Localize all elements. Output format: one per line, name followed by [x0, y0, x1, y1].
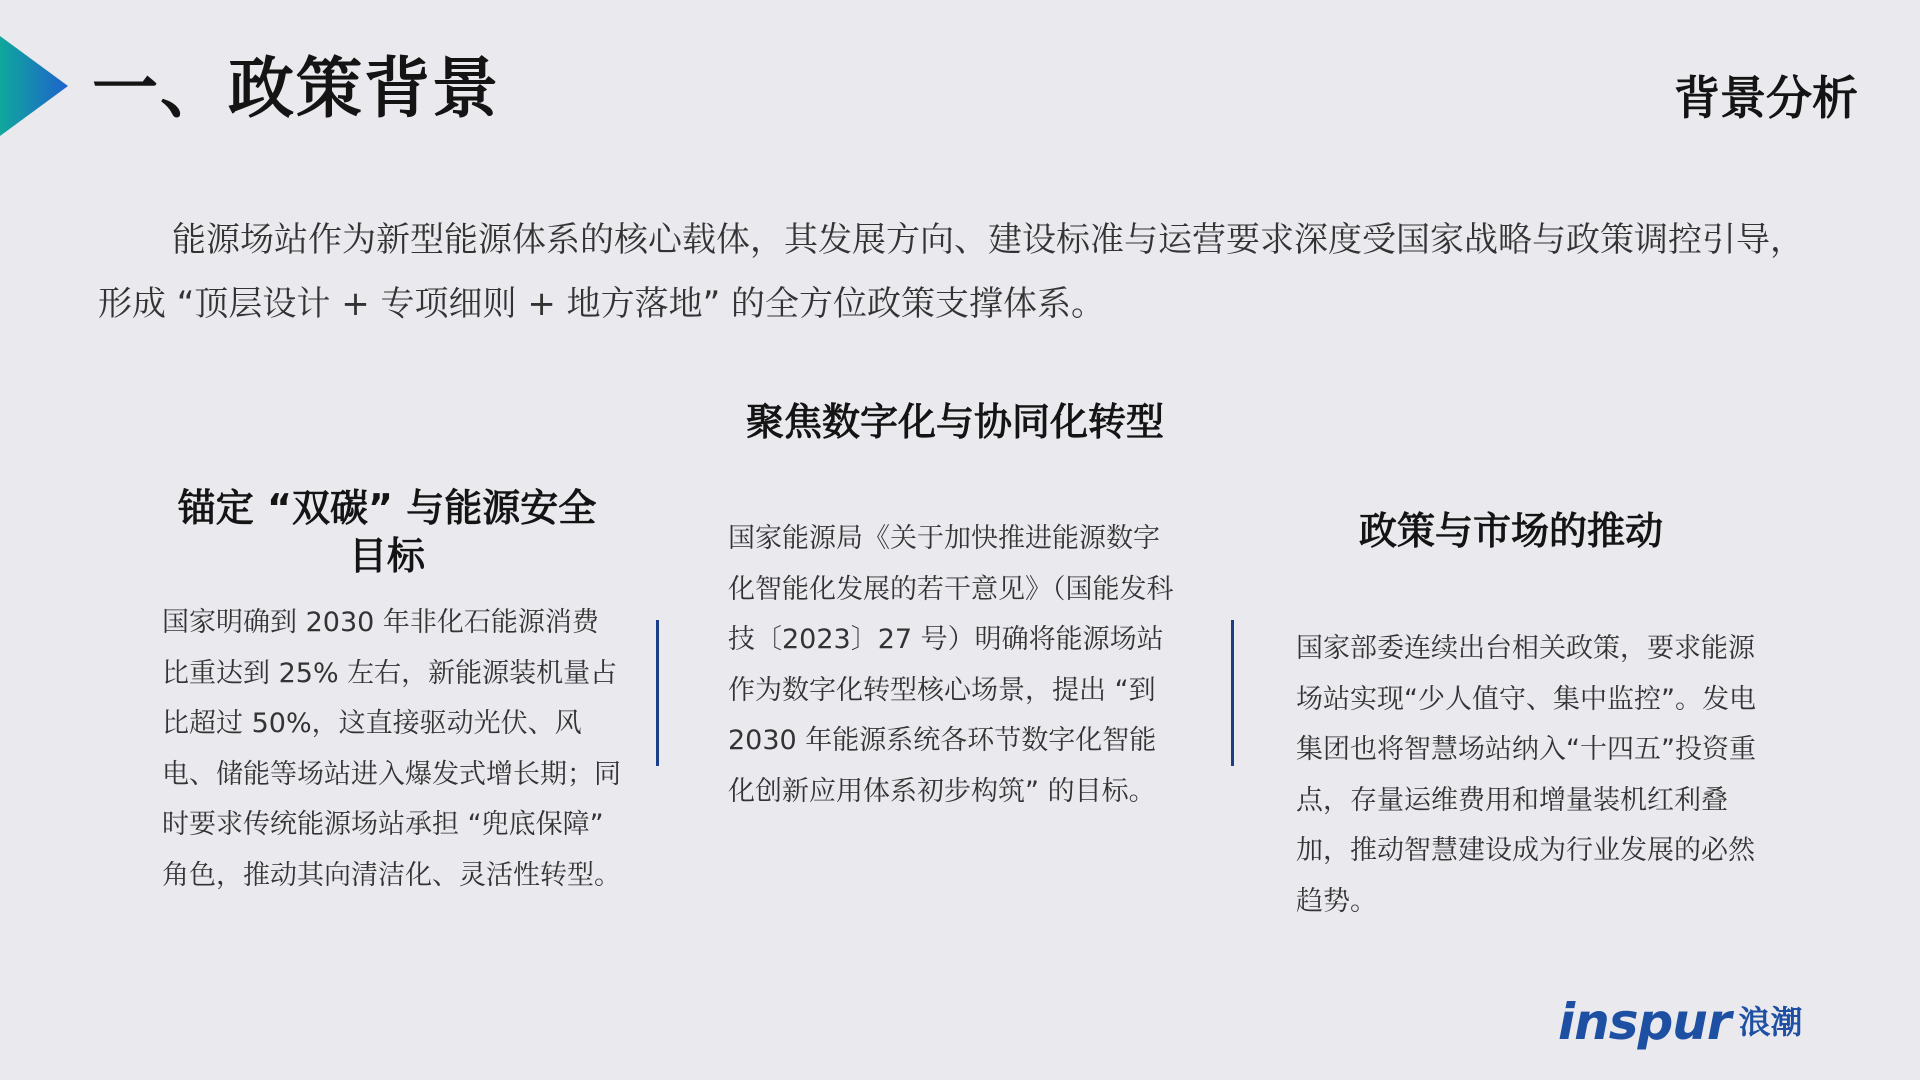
- left-column: [162, 484, 622, 901]
- middle-column: [728, 514, 1183, 817]
- middle-column-body: 国家能源局《关于加快推进能源数字化智能化发展的若干意见》（国能发科技〔2023〕27 号）明确将能源场站作为数字化转型核心场景，提出 “到 2030 年能源系统各环节数字化智能化创新应用体系初步构筑” 的目标。: [728, 523, 1174, 807]
- right-column-heading: 政策与市场的推动: [1358, 509, 1663, 553]
- middle-column-heading: 聚焦数字化与协同化转型: [745, 400, 1164, 444]
- logo-chinese-text: 浪潮: [1738, 1003, 1803, 1041]
- left-column-body: 国家明确到 2030 年非化石能源消费比重达到 25% 左右，新能源装机量占比超过 50%，这直接驱动光伏、风电、储能等场站进入爆发式增长期；同时要求传统能源场站承担 “兜底保障” 角色，推动其向清洁化、灵活性转型。: [162, 607, 621, 891]
- column-divider: [656, 620, 659, 766]
- right-column-body: 国家部委连续出台相关政策，要求能源场站实现“少人值守、集中监控”。发电集团也将智慧场站纳入“十四五”投资重点，存量运维费用和增量装机红利叠加，推动智慧建设成为行业发展的必然趋势。: [1296, 633, 1756, 917]
- column-divider: [1231, 620, 1234, 766]
- section-label: 背景分析: [1674, 71, 1858, 125]
- intro-paragraph: 能源场站作为新型能源体系的核心载体，其发展方向、建设标准与运营要求深度受国家战略与政策调控引导，形成 “顶层设计 + 专项细则 + 地方落地” 的全方位政策支撑体系。: [98, 220, 1804, 324]
- left-column-heading: 锚定 “双碳” 与能源安全目标: [177, 486, 597, 578]
- logo-wordmark: inspur: [1558, 993, 1731, 1051]
- right-column: [1296, 503, 1756, 927]
- page-title: 一、政策背景: [92, 50, 500, 127]
- title-marker-triangle-icon: [0, 36, 70, 136]
- inspur-logo: [1558, 993, 1803, 1051]
